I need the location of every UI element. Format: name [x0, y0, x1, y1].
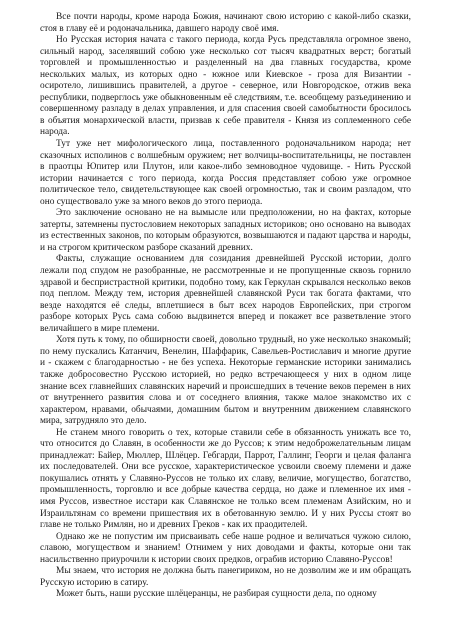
paragraph-1: Все почти народы, кроме народа Божия, начинают свою историю с какой-либо сказки, стоя в главу её и родоначальника, давшего народу своё имя. [40, 12, 411, 34]
paragraph-2: Но Русская история начата с такого периода, когда Русь представляла огромное звено, сильный народ, заселявший собою уже несколько сот тысяч квадратных верст; богатый торговлей и промышленностью и разделенный на два главных государства, кроме нескольких малых, из которых одно - южное или Киевское - гроза для Византии - осиротело, лишившись правителей, а другое - северное, или Новгородское, отжив века республики, подверглось уже обыкновенным её следствиям, т.е. всеобщему разъединению и совершенному разладу в делах управления, и для спасения своей самобытности бросилось в объятия монархической власти, призвав к себе правителя - Князя из соплеменного себе народа. [40, 35, 411, 138]
paragraph-4: Это заключение основано не на вымысле или предположении, но на фактах, которые затерты, затемнены пустословием некоторых западных историков; оно основано на выводах из естественных законов, по которым образуются, возвышаются и падают царства и народы, и на строгом критическом разборе сказаний древних. [40, 208, 411, 253]
paragraph-9: Мы знаем, что история не должна быть панегириком, но не дозволим же и им обращать Русскую историю в сатиру. [40, 566, 411, 588]
document-page [40, 12, 411, 601]
paragraph-8: Однако же не попустим им присваивать себе наше родное и величаться чужою силою, славою, могуществом и знанием! Отнимем у них доводами и факты, которые они так насильственно приурочили к истории своих предков, ограбив историю Славяно-Руссов! [40, 531, 411, 565]
paragraph-5: Факты, служащие основанием для созидания древнейшей Русской истории, долго лежали под спудом не разобранные, не рассмотренные и не пропущенные сквозь горнило здравой и беспристрастной критики, подобно тому, как Геркулан скрывался несколько веков под пеплом. Между тем, история древнейшей славянской Руси так богата фактами, что везде находятся её следы, вплетшиеся в быт всех народов Европейских, при строгом разборе которых Русь сама собою выдвинется вперед и покажет все разветвление этого величайшего в мире племени. [40, 254, 411, 334]
paragraph-10: Может быть, наши русские шлёцеранцы, не разбирая сущности дела, по одному [56, 589, 377, 600]
paragraph-3: Тут уже нет мифологического лица, поставленного родоначальником народа; нет сказочных исполинов с волшебным оружием; нет волчицы-воспитательницы, не поставлен в праотцы Юпитер или Плутон, или какое-либо земноводное чудовище. - Нить Русской истории начинается с того периода, когда Россия представляет собою уже огромное политическое тело, свидетельствующее как своей огромностью, так и своим разладом, что оно существовало уже за много веков до этого периода. [40, 139, 411, 207]
paragraph-7: Не станем много говорить о тех, которые ставили себе в обязанность унижать все то, что относится до Славян, в особенности же до Руссов; к этим недоброжелательным лицам принадлежат: Байер, Мюллер, Шлёцер. Гебгарди, Паррот, Галлинг, Георги и целая фаланга их последователей. Они все русское, характеристическое усвоили своему племени и даже покушались отнять у Славяно-Руссов не только их славу, величие, могущество, богатство, промышленность, торговлю и все добрые качества сердца, но даже и племенное их имя - имя Руссов, известное исстари как Славянское не только всем племенам Азийским, но и Израильтянам со времени пришествия их в обетованную землю. И у них Руссы стоят во главе не только Римлян, но и древних Греков - как их праодителей. [40, 427, 411, 531]
paragraph-6: Хотя путь к тому, по обширности своей, довольно трудный, но уже несколько знакомый; по нему пускались Катанчич, Венелин, Шаффарик, Савельев-Ростиславич и многие другие и - скажем с благодарностью - не без успеха. Некоторые германские историки занимались также добросовестно Русскою историей, но редко встречающееся у них в одном лице знание всех главнейших славянских наречий и происшедших в течение веков перемен в них от внутреннего развития слова и от соседнего влияния, также малое знакомство их с характером, нравами, обычаями, домашним бытом и внутренним движением славянского мира, затрудняло это дело. [40, 335, 411, 427]
